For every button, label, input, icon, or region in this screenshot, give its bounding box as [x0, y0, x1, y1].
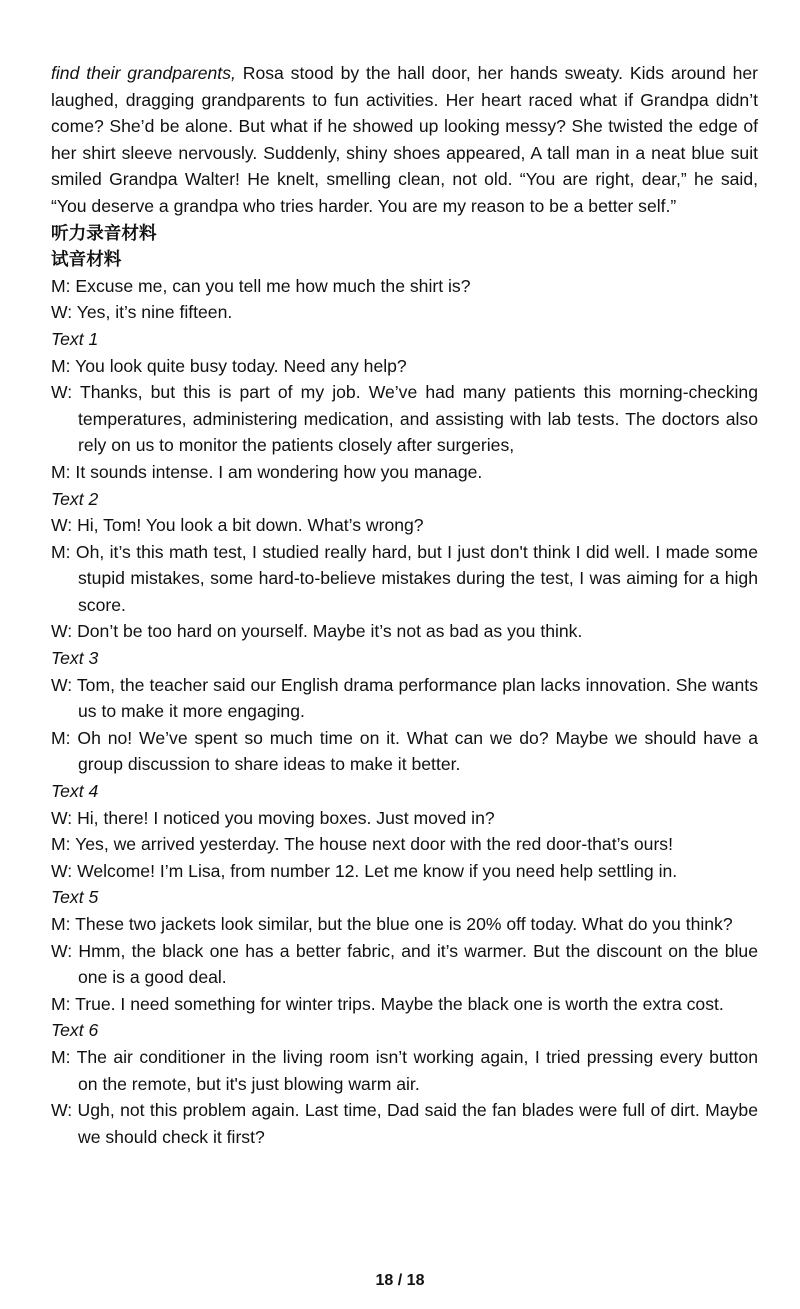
- listening-heading: 听力录音材料: [51, 222, 157, 243]
- trial-line: M: Excuse me, can you tell me how much the shirt is?: [51, 275, 471, 296]
- dialogue-line: W: Ugh, not this problem again. Last time, Dad said the fan blades were full of dirt. Maybe we should check it first?: [51, 1100, 758, 1147]
- text-5-label: Text 5: [51, 887, 99, 908]
- text-4-label: Text 4: [51, 781, 99, 802]
- text-3-label: Text 3: [51, 648, 99, 669]
- story-lead-italic: find their grandparents,: [51, 63, 236, 83]
- dialogue-line: M: Oh, it’s this math test, I studied really hard, but I just don't think I did well. I made some stupid mistakes, some hard-to-believe mistakes during the test, I was aiming for a high score.: [51, 541, 758, 615]
- page-number: 18 / 18: [375, 1272, 425, 1289]
- dialogue-line: M: The air conditioner in the living room isn’t working again, I tried pressing every button on the remote, but it's just blowing warm air.: [51, 1046, 758, 1094]
- text-2-label: Text 2: [51, 488, 99, 509]
- dialogue-line: W: Welcome! I’m Lisa, from number 12. Let me know if you need help settling in.: [51, 860, 678, 881]
- trial-heading: 试音材料: [51, 249, 122, 270]
- trial-line: W: Yes, it’s nine fifteen.: [51, 302, 233, 323]
- story-text: Rosa stood by the hall door, her hands sweaty. Kids around her laughed, dragging grandparents to fun activities. Her heart raced what if Grandpa didn’t come? She’d be alone. But what if he showed up looking messy? She twisted the edge of her shirt sleeve nervously. Suddenly, shiny shoes appeared, A tall man in a neat blue suit smiled Grandpa Walter! He knelt, smelling clean, not old. “You are right, dear,” he said, “You deserve a grandpa who tries harder. You are my reason to be a better self.”: [51, 63, 759, 216]
- dialogue-line: W: Hi, there! I noticed you moving boxes. Just moved in?: [51, 807, 495, 828]
- text-1-label: Text 1: [51, 328, 99, 349]
- dialogue-line: W: Tom, the teacher said our English drama performance plan lacks innovation. She wants us to make it more engaging.: [51, 674, 758, 722]
- dialogue-line: M: It sounds intense. I am wondering how you manage.: [51, 461, 483, 482]
- story-paragraph: [51, 60, 758, 220]
- dialogue-line: M: These two jackets look similar, but the blue one is 20% off today. What do you think?: [51, 914, 733, 934]
- dialogue-line: M: You look quite busy today. Need any help?: [51, 355, 407, 376]
- text-6-label: Text 6: [51, 1020, 99, 1041]
- dialogue-line: W: Don’t be too hard on yourself. Maybe it’s not as bad as you think.: [51, 621, 583, 642]
- dialogue-line: W: Hi, Tom! You look a bit down. What’s wrong?: [51, 515, 424, 536]
- dialogue-line: M: True. I need something for winter trips. Maybe the black one is worth the extra cost.: [51, 993, 724, 1014]
- dialogue-line: W: Hmm, the black one has a better fabric, and it’s warmer. But the discount on the blue one is a good deal.: [51, 940, 758, 988]
- dialogue-line: M: Oh no! We’ve spent so much time on it. What can we do? Maybe we should have a group discussion to share ideas to make it better.: [51, 727, 758, 775]
- dialogue-line: W: Thanks, but this is part of my job. We’ve had many patients this morning-checking temperatures, administering medication, and assisting with lab tests. The doctors also rely on us to monitor the patients closely after surgeries,: [51, 382, 758, 456]
- dialogue-line: M: Yes, we arrived yesterday. The house next door with the red door-that’s ours!: [51, 834, 673, 855]
